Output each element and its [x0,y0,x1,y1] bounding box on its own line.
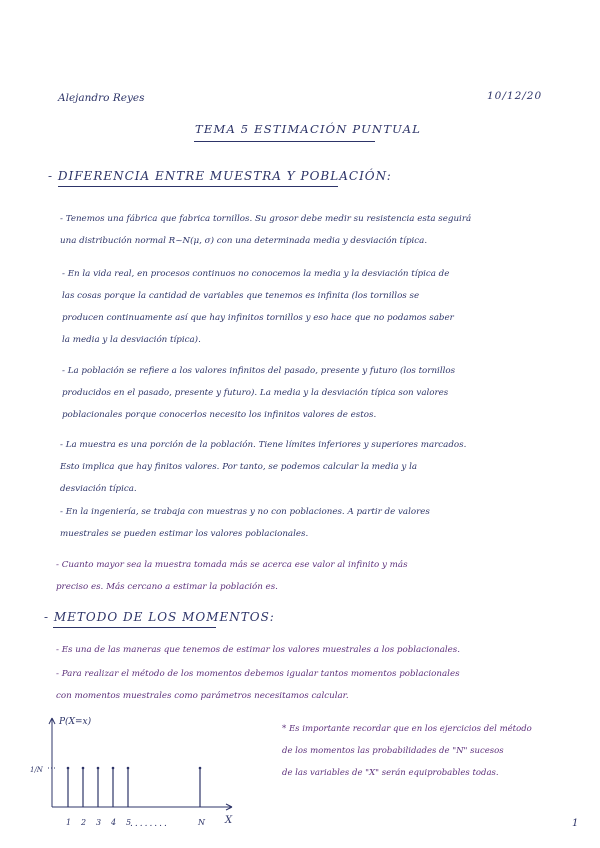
x-tick-label-2: 2 [81,818,87,827]
bar-point-2 [82,767,85,770]
bars-group [67,767,202,807]
text-line: poblacionales porque conocerlos necesito los infinitos valores de estos. [62,410,377,420]
date: 10/12/20 [487,90,543,102]
author-name: Alejandro Reyes [58,92,145,104]
text-line: Esto implica que hay finitos valores. Por tanto, se podemos calcular la media y la [60,462,418,472]
text-line: - Para realizar el método de los momentos debemos igualar tantos momentos poblacionales [56,669,460,679]
x-tick-label-N: N [198,818,205,827]
bar-point-5 [127,767,130,770]
text-line: preciso es. Más cercano a estimar la población es. [56,582,278,592]
section-heading-diferencia: - DIFERENCIA ENTRE MUESTRA Y POBLACIÓN: [48,169,392,183]
bar-point-4 [112,767,115,770]
text-line: las cosas porque la cantidad de variables que tenemos es infinita (los tornillos se [62,291,420,301]
y-axis-label: P(X=x) [59,717,92,727]
text-line: - Es una de las maneras que tenemos de estimar los valores muestrales a los poblacionales. [56,645,461,655]
x-tick-label-5: 5 [126,818,132,827]
text-line: desviación típica. [60,484,137,494]
text-line: con momentos muestrales como parámetros necesitamos calcular. [56,691,349,701]
bar-point-3 [97,767,100,770]
text-line: - Cuanto mayor sea la muestra tomada más se acerca ese valor al infinito y más [56,560,408,570]
x-tick-label-4: 4 [111,818,117,827]
text-line: - En la ingeniería, se trabaja con muestras y no con poblaciones. A partir de valores [60,507,430,517]
section-heading-momentos: - METODO DE LOS MOMENTOS: [44,610,275,624]
text-line: - La población se refiere a los valores infinitos del pasado, presente y futuro (los tornillos [62,366,456,376]
page-number: 1 [572,818,579,829]
text-line: de los momentos las probabilidades de "N" sucesos [282,746,504,756]
text-line: * Es importante recordar que en los ejercicios del método [282,724,532,734]
text-line: la media y la desviación típica). [62,335,201,345]
text-line: de las variables de "X" serán equiprobables todas. [282,768,499,778]
x-axis-label: X [225,815,233,826]
page-title: TEMA 5 ESTIMACIÓN PUNTUAL [195,122,422,136]
text-line: una distribución normal R~N(μ, σ) con una determinada media y desviación típica. [60,236,428,246]
text-line: producidos en el pasado, presente y futuro). La media y la desviación típica son valores [62,388,449,398]
x-tick-label-3: 3 [96,818,102,827]
text-line: - La muestra es una porción de la población. Tiene límites inferiores y superiores marcados. [60,440,467,450]
bar-point-1 [67,767,70,770]
x-ellipsis: ........ [130,819,169,829]
text-line: - Tenemos una fábrica que fabrica tornillos. Su grosor debe medir su resistencia esta seguirá [60,214,472,224]
text-line: producen continuamente así que hay infinitos tornillos y eso hace que no podamos saber [62,313,454,323]
x-tick-label-1: 1 [66,818,72,827]
text-line: - En la vida real, en procesos continuos no conocemos la media y la desviación típica de [62,269,450,279]
text-line: muestrales se pueden estimar los valores poblacionales. [60,529,309,539]
bar-point-N [199,767,202,770]
y-tick-label: 1/N [30,766,43,774]
